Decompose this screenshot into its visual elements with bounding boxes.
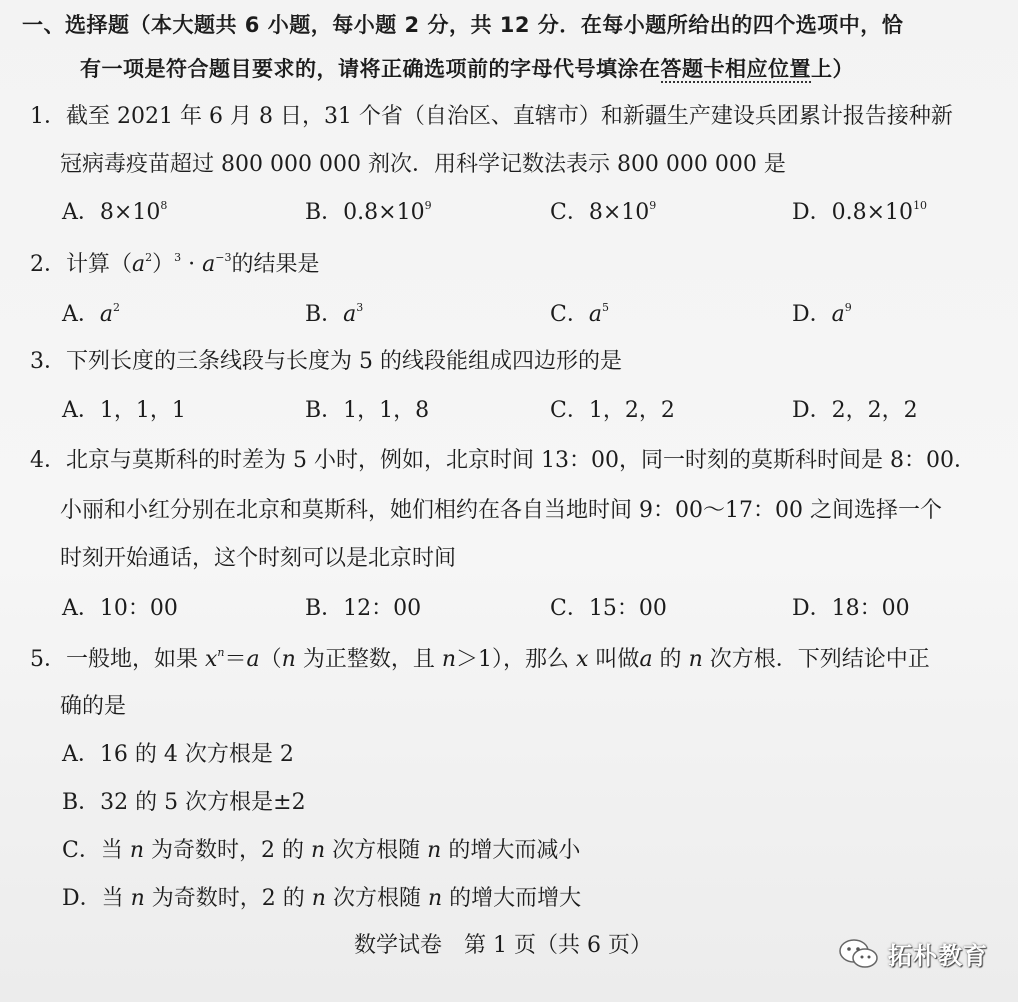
q1-option-d: D．$0.8\times 10^{10}$ bbox=[792, 199, 928, 225]
q3-option-b: B．1，1，8 bbox=[305, 398, 430, 423]
q4-option-d: D．18：00 bbox=[792, 596, 910, 621]
section-header-text: 有一项是符合题目要求的，请将正确选项前的字母代号填涂在 bbox=[80, 57, 661, 81]
q5-option-a: A．16 的 4 次方根是 2 bbox=[62, 742, 294, 767]
question-2-stem: 2．计算$(a^2)^3 \cdot a^{-3}$的结果是 bbox=[30, 251, 320, 277]
question-4-line2: 小丽和小红分别在北京和莫斯科，她们相约在各自当地时间 9：00～17：00 之间选择一个 bbox=[60, 498, 942, 523]
q5-option-c: C．当 n 为奇数时，2 的 n 次方根随 n 的增大而减小 bbox=[62, 838, 581, 863]
q2-option-c: C．$a^5$ bbox=[550, 301, 609, 327]
watermark bbox=[838, 936, 988, 971]
q3-option-c: C．1，2，2 bbox=[550, 398, 675, 423]
question-4-line3: 时刻开始通话，这个时刻可以是北京时间 bbox=[60, 546, 457, 571]
wechat-icon bbox=[838, 937, 880, 971]
question-3-stem: 3．下列长度的三条线段与长度为 5 的线段能组成四边形的是 bbox=[30, 349, 622, 374]
watermark-text: 拓朴教育 bbox=[888, 942, 988, 970]
q4-option-a: A．10：00 bbox=[62, 596, 178, 621]
q3-option-a: A．1，1，1 bbox=[62, 398, 186, 423]
q1-option-c: C．$8\times 10^9$ bbox=[550, 199, 657, 225]
question-1-line2: 冠病毒疫苗超过 800 000 000 剂次．用科学记数法表示 800 000 000 是 bbox=[60, 152, 786, 177]
q2-option-a: A．$a^2$ bbox=[62, 301, 121, 327]
q2-option-b: B．$a^3$ bbox=[305, 301, 364, 327]
page-footer: 数学试卷 第 1 页（共 6 页） bbox=[354, 933, 652, 958]
q3-option-d: D．2，2，2 bbox=[792, 398, 918, 423]
q4-option-b: B．12：00 bbox=[305, 596, 422, 621]
q4-option-c: C．15：00 bbox=[550, 596, 667, 621]
q1-option-b: B．$0.8\times 10^9$ bbox=[305, 199, 432, 225]
question-1-line1: 1．截至 2021 年 6 月 8 日，31 个省（自治区、直辖市）和新疆生产建设兵团累计报告接种新 bbox=[30, 104, 953, 129]
q2-option-d: D．$a^9$ bbox=[792, 301, 852, 327]
q5-option-d: D．当 n 为奇数时，2 的 n 次方根随 n 的增大而增大 bbox=[62, 886, 582, 911]
question-5-line1: 5．一般地，如果 $x^n=a(n$ 为正整数，且 n＞1），那么 x 叫做a 的 n 次方根．下列结论中正 bbox=[30, 646, 930, 672]
section-header-end: 上） bbox=[811, 57, 854, 81]
q5-option-b: B．32 的 5 次方根是±2 bbox=[62, 790, 306, 815]
section-header-line2 bbox=[80, 54, 854, 84]
question-4-line1: 4．北京与莫斯科的时差为 5 小时，例如，北京时间 13：00，同一时刻的莫斯科时间是 8：00． bbox=[30, 448, 976, 473]
question-5-line2: 确的是 bbox=[60, 694, 127, 719]
emphasis-text: 答题卡相应位置 bbox=[660, 57, 811, 81]
q1-option-a: A．$8\times 10^8$ bbox=[62, 199, 168, 225]
section-header-line1: 一、选择题（本大题共 6 小题，每小题 2 分，共 12 分．在每小题所给出的四个选项中，恰 bbox=[22, 13, 904, 37]
